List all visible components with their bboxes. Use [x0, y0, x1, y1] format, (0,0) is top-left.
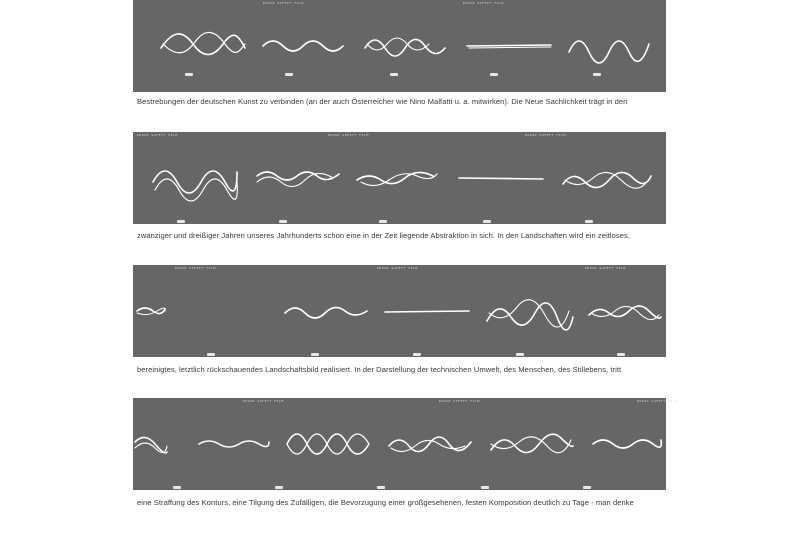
caption-line-4: eine Straffung des Konturs, eine Tilgung des Zufälligen, die Bevorzugung einer großgesehenen, festen Komposition deutlich zu Tage - man denke [137, 498, 634, 507]
waveform-trace [257, 173, 333, 186]
waveform-trace [593, 440, 661, 448]
waveform-trace [489, 300, 569, 327]
waveform-trace [563, 172, 651, 187]
film-strip-1 [133, 0, 666, 92]
waveform-trace [285, 307, 367, 318]
waveform-trace [257, 172, 339, 180]
waveform-traces [133, 132, 666, 224]
waveform-trace [199, 441, 269, 447]
waveform-trace [389, 437, 471, 452]
film-edge-text: KODAK SAFETY FILM [328, 133, 369, 137]
waveform-trace [459, 178, 543, 179]
caption-line-2: zwanziger und dreißiger Jahren unseres Jahrhunderts schon eine in der Zeit liegende Abstraktion in sich. In den Landschaften wird ein zeitloses, [137, 231, 631, 240]
film-strip-2 [133, 132, 666, 224]
waveform-trace [287, 434, 369, 454]
waveform-trace [569, 41, 649, 63]
caption-line-1: Bestrebungen der deutschen Kunst zu verbinden (an der auch Österreicher wie Nino Malfatti u. a. mitwirken). Die Neue Sachlichkeit trägt in den [137, 97, 628, 106]
waveform-traces [133, 398, 666, 490]
waveform-trace [467, 45, 551, 46]
film-edge-text: KODAK SAFETY FILM [585, 266, 626, 270]
film-edge-text: KODAK SAFETY FILM [175, 266, 216, 270]
waveform-traces [133, 265, 666, 357]
waveform-trace [287, 434, 369, 454]
waveform-trace [469, 47, 551, 48]
waveform-traces [133, 0, 666, 92]
film-edge-text: KODAK SAFETY FILM [525, 133, 566, 137]
waveform-trace [153, 171, 237, 193]
film-edge-text: KODAK SAFETY FILM [263, 1, 304, 5]
caption-line-3: bereinigtes, letztlich rückschauendes Landschaftsbild realisiert. In der Darstellung der technischen Umwelt, des Menschen, des Stillebens, tritt [137, 365, 622, 374]
film-edge-text: KODAK SAFETY FILM [243, 399, 284, 403]
waveform-trace [565, 172, 645, 188]
film-edge-text: KODAK SAFETY FILM [377, 266, 418, 270]
waveform-trace [385, 311, 469, 312]
waveform-trace [263, 41, 343, 51]
film-edge-text: KODAK SAFETY FILM [637, 399, 678, 403]
film-edge-text: KODAK SAFETY FILM [137, 133, 178, 137]
film-edge-text: KODAK SAFETY FILM [463, 1, 504, 5]
film-strip-4 [133, 398, 678, 490]
waveform-trace [591, 306, 659, 319]
film-strip-3 [133, 265, 666, 357]
film-edge-text: KODAK SAFETY FILM [439, 399, 480, 403]
